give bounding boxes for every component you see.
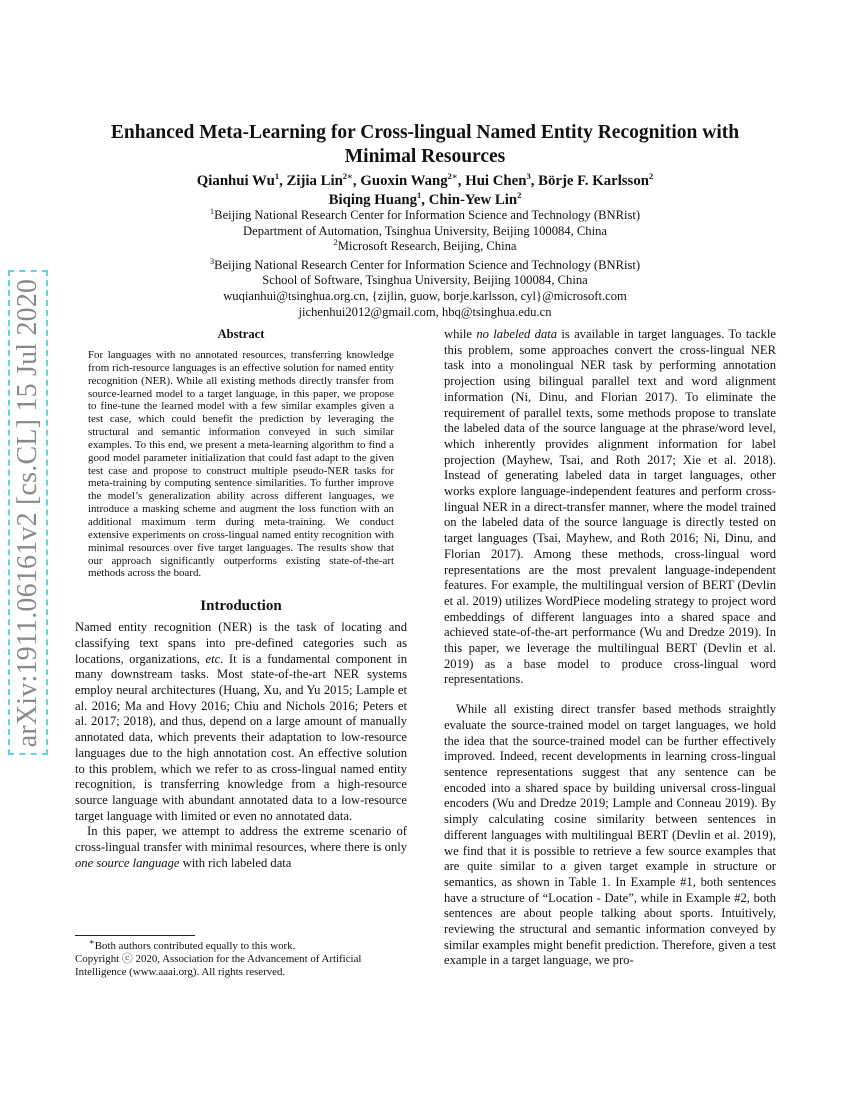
left-column: [75, 327, 407, 871]
author-name: Hui Chen: [465, 173, 527, 189]
footnotes: [75, 935, 407, 979]
author-list: Qianhui Wu$^1$, Zijia Lin$^{2∗}$, Guoxin Wang$^{2∗}$, Hui Chen$^3$, Börje F. Karlsson$^2$ Biqing Huang$^1$, Chin-Yew Lin$^2$: [196, 171, 654, 208]
affiliation-2: $^2$Microsoft Research, Beijing, China: [333, 237, 517, 254]
affiliation-1-dept: Department of Automation, Tsinghua University, Beijing 100084, China: [243, 223, 607, 238]
intro-paragraph-2-continued: while no labeled data is available in target languages. To tackle this problem, some approaches convert the cross-lingual NER task into a monolingual NER task by performing annotation projection using bilingual parallel text and word alignment information (Ni, Dinu, and Florian 2017). To eliminate the requirement of parallel texts, some methods propose to translate the labeled data of the source language at the phrase/word level, which inherently provides alignment information for label projection (Mayhew, Tsai, and Roth 2017; Xie et al. 2018). Instead of generating labeled data in target languages, other works explore language-independent features and perform cross-lingual NER in a direct-transfer manner, where the model trained on the labeled data of the source language is directly tested on target languages (Tsai, Mayhew, and Roth 2016; Ni, Dinu, and Florian 2017). Among these methods, cross-lingual word representations are the most prevalent language-independent features. For example, the multilingual version of BERT (Devlin et al. 2019) utilizes WordPiece modeling strategy to project word embeddings of different languages into a shared space and achieved state-of-the-art performance (Wu and Dredze 2019). In this paper, we leverage the multilingual BERT (Devlin et al. 2019) as a base model to produce cross-lingual word representations.: [444, 327, 776, 687]
author-name: Guoxin Wang: [360, 173, 448, 189]
right-column: [444, 327, 776, 969]
author-name: Chin-Yew Lin: [428, 192, 518, 208]
author-name: Biqing Huang: [328, 192, 418, 208]
abstract-heading: Abstract: [217, 327, 265, 341]
affiliations: [90, 205, 760, 320]
author-name: Börje F. Karlsson: [538, 173, 649, 189]
abstract-text: For languages with no annotated resources, transferring knowledge from rich-resource languages is an effective solution for named entity recognition (NER). While all existing methods directly transfer from source-learned model to a target language, in this paper, we propose to fine-tune the learned model with a few similar examples given a test case, which could benefit the prediction by leveraging the structural and semantic information conveyed in such similar examples. To this end, we present a meta-learning algorithm to find a good model parameter initialization that could fast adapt to the given test case and propose to construct multiple pseudo-NER tasks for meta-training by computing sentence similarities. To further improve the model’s generalization ability across different languages, we introduce a masking scheme and augment the loss function with an additional maximum term during meta-training. We conduct extensive experiments on cross-lingual named entity recognition with minimal resources over five target languages. The results show that our approach significantly outperforms existing state-of-the-art methods across the board.: [88, 349, 394, 580]
footnote-equal-contribution: ∗Both authors contributed equally to this work.: [89, 936, 296, 952]
author-name: Qianhui Wu: [196, 173, 275, 189]
affiliation-1: $^1$Beijing National Research Center for Information Science and Technology (BNRist): [209, 205, 641, 222]
introduction-heading: Introduction: [200, 598, 282, 615]
author-emails: wuqianhui@tsinghua.org.cn, {zijlin, guow, borje.karlsson, cyl}@microsoft.com: [223, 288, 627, 303]
author-name: Zijia Lin: [286, 173, 343, 189]
intro-paragraph-1: Named entity recognition (NER) is the task of locating and classifying text spans into pre-defined categories such as locations, organizations, etc. It is a fundamental component in many downstream tasks. Most state-of-the-art NER systems employ neural architectures (Huang, Xu, and Yu 2015; Lample et al. 2016; Ma and Hovy 2016; Chiu and Nichols 2016; Peters et al. 2017; 2018), and thus, depend on a large amount of manually annotated data, which prevents their adaptation to low-resource languages due to the high annotation cost. An effective solution to this problem, which we refer to as cross-lingual named entity recognition, is transferring knowledge from a high-resource source language with abundant annotated data to a low-resource target language with limited or even no annotated data.: [75, 620, 407, 823]
arxiv-stamp: [8, 270, 48, 755]
intro-paragraph-3: While all existing direct transfer based methods straightly evaluate the source-trained model on target languages, we hold the idea that the source-trained model can be further effectively improved. Indeed, recent developments in learning cross-lingual sentence representations suggest that any sentence can be encoded into a shared space by building universal cross-lingual encoders (Wu and Dredze 2019; Lample and Conneau 2019). By simply calculating cosine similarity between sentences in different languages with multilingual BERT (Devlin et al. 2019), we find that it is possible to retrieve a few source examples that are quite similar to a given target example in structure or semantics, as shown in Table 1. In Example #1, both sentences have a structure of “Location - Date”, while in Example #2, both sentences are about people talking about sports. Intuitively, reviewing the structural and semantic information conveyed by similar examples might benefit prediction. Therefore, given a test example in a target language, we pro-: [444, 702, 776, 968]
intro-paragraph-2: In this paper, we attempt to address the extreme scenario of cross-lingual transfer with minimal resources, where there is only one source language with rich labeled data: [75, 824, 407, 870]
author-emails-2: jichenhui2012@gmail.com, hbq@tsinghua.edu.cn: [298, 304, 552, 319]
paper-title: Enhanced Meta-Learning for Cross-lingual Named Entity Recognition with Minimal Resources: [110, 122, 740, 167]
copyright-notice: Copyright ⓒ 2020, Association for the Advancement of Artificial Intelligence (www.aaai.org). All rights reserved.: [75, 953, 362, 978]
affiliation-3-dept: School of Software, Tsinghua University, Beijing 100084, China: [262, 273, 588, 288]
affiliation-3: $^3$Beijing National Research Center for Information Science and Technology (BNRist): [209, 255, 641, 272]
arxiv-identifier: arXiv:1911.06161v2 [cs.CL] 15 Jul 2020: [12, 278, 43, 747]
